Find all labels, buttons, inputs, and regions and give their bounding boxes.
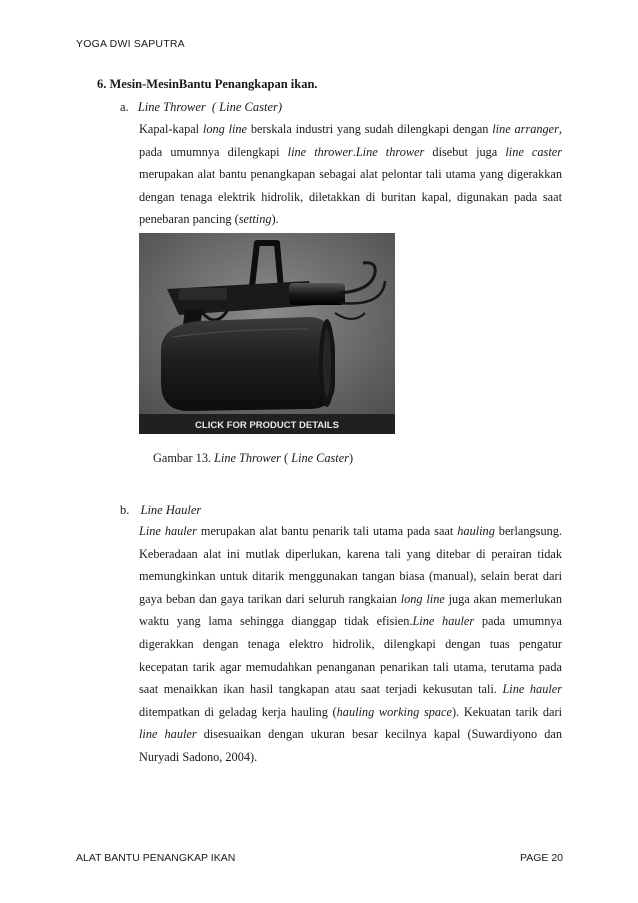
text-run: merupakan alat bantu penarik tali utama pada saat: [196, 524, 458, 538]
text-run: .: [352, 144, 356, 159]
text-run: disesuaikan dengan ukuran besar kecilnya kapal (Suwardiyono dan Nuryadi Sadono, 2004).: [139, 727, 563, 764]
text-run-italic: line thrower: [287, 144, 353, 159]
text-run: pada umumnya digerakkan dengan tenaga elektro hidrolik, dilengkapi dengan tuas pengatur kecepatan tarik agar memudahkan penanganan penarikan tali utama, terutama pada saat menaikkan ikan hasil tangkapan atau saat terjadi kekusutan tali.: [139, 614, 563, 697]
text-run: (: [280, 451, 292, 465]
item-a-marker: a.: [120, 100, 129, 114]
section-heading: 6. Mesin-MesinBantu Penangkapan ikan.: [97, 77, 318, 91]
text-run: ): [348, 451, 354, 465]
text-run: juga akan memerlukan waktu yang lama sehingga dianggap tidak efisien.: [139, 591, 562, 629]
item-b-paragraph: [139, 520, 562, 769]
text-run-italic: long line: [400, 591, 445, 606]
text-run-italic: Line thrower: [355, 144, 425, 159]
text-run: disebut juga: [424, 144, 506, 159]
text-run: Kapal-kapal: [139, 122, 203, 136]
text-run-italic: line arranger: [492, 122, 559, 136]
text-run-italic: setting: [238, 212, 272, 227]
text-run: berskala industri yang sudah dilengkapi dengan: [247, 122, 493, 136]
text-run-italic: Line Caster: [291, 451, 349, 465]
running-footer-title: ALAT BANTU PENANGKAP IKAN: [76, 852, 236, 864]
text-run: merupakan alat bantu penangkapan sebagai alat pelontar tali utama yang digerakkan dengan tenaga elektrik hidrolik, diletakkan di buritan kapal, digunakan pada saat penebaran pancing (: [139, 167, 562, 227]
item-a-title-alt: ( Line Caster): [211, 100, 283, 114]
text-run-italic: line caster: [505, 144, 562, 159]
item-b-heading: [120, 503, 201, 518]
line-thrower-illustration: [139, 233, 395, 434]
text-run: ). Kekuatan tarik dari: [451, 704, 562, 719]
text-run-italic: long line: [202, 122, 248, 136]
item-a-paragraph: [139, 118, 562, 231]
product-details-banner[interactable]: CLICK FOR PRODUCT DETAILS: [195, 420, 339, 431]
text-run-italic: Line hauler: [412, 614, 475, 629]
text-run-italic: Line hauler: [139, 524, 197, 538]
item-a-title: Line Thrower: [137, 100, 206, 114]
text-run-italic: Line hauler: [502, 682, 563, 697]
text-run: Gambar 13.: [153, 451, 215, 465]
running-header: YOGA DWI SAPUTRA: [76, 38, 185, 50]
text-run-italic: line hauler: [139, 727, 197, 742]
text-run-italic: hauling: [457, 524, 495, 538]
text-run-italic: Line Thrower: [214, 451, 281, 465]
figure-caption: [153, 451, 353, 466]
text-run: ).: [271, 212, 279, 227]
page-number: PAGE 20: [520, 852, 563, 864]
text-run: berlangsung. Keberadaan alat ini mutlak diperlukan, karena tali yang ditebar di perairan tidak memungkinkan untuk ditarik menggunakan tangan biasa (manual), selain berat dari gaya beban dan gaya tarikan dari seluruh rangkaian: [139, 524, 562, 606]
item-b-marker: b.: [120, 503, 130, 517]
line-thrower-photo[interactable]: [139, 233, 395, 434]
text-run: ditempatkan di geladag kerja hauling (: [139, 704, 337, 719]
text-run-italic: hauling working space: [336, 704, 452, 719]
item-b-title: Line Hauler: [140, 503, 202, 517]
item-a-heading: [120, 100, 282, 115]
text-run: , pada umumnya dilengkapi: [139, 122, 563, 159]
